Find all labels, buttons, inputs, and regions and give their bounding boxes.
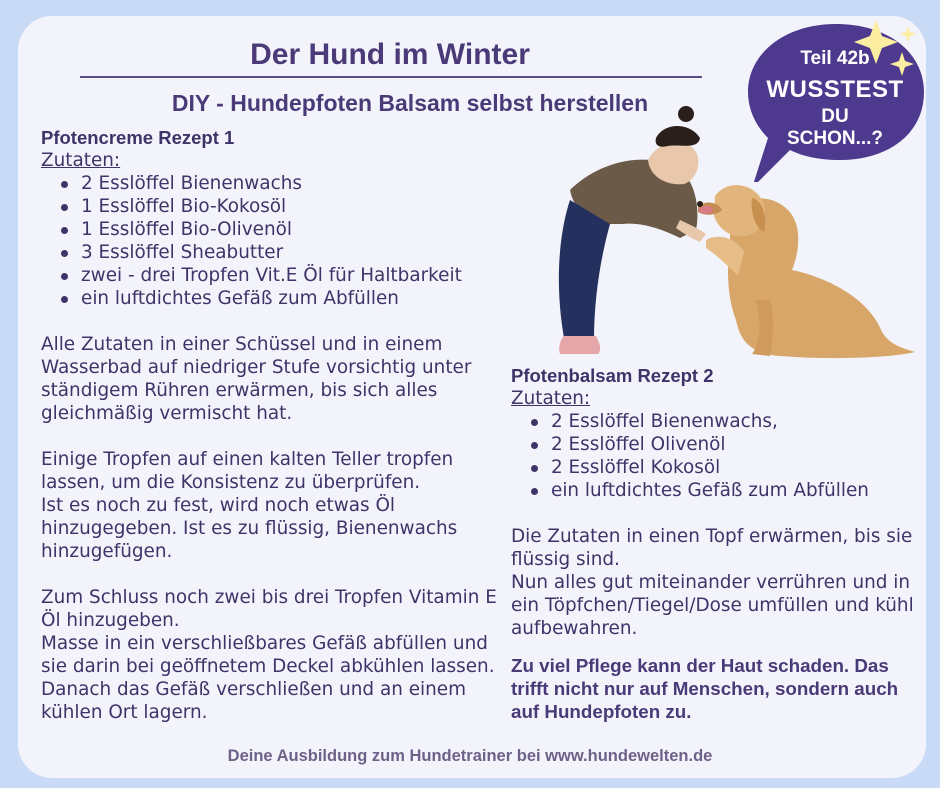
recipe-1-heading: Pfotencreme Rezept 1 [41,127,235,148]
list-item: 1 Esslöffel Bio-Kokosöl [59,195,511,218]
recipe-1-ingredient-list [59,172,511,310]
list-item: 1 Esslöffel Bio-Olivenöl [59,218,511,241]
list-item: 2 Esslöffel Bienenwachs [59,172,511,195]
recipe-2-warning: Zu viel Pflege kann der Haut schaden. Das trifft nicht nur auf Menschen, sondern auch auf Hundepfoten zu. [511,655,899,722]
recipe-1-zutaten-label: Zutaten: [41,150,121,171]
recipe-1-section [41,126,511,724]
list-item: ein luftdichtes Gefäß zum Abfüllen [529,479,931,502]
list-item: 2 Esslöffel Bienenwachs, [529,410,931,433]
recipe-1-paragraph: Einige Tropfen auf einen kalten Teller tropfen lassen, um die Konsistenz zu überprüfen. [41,449,454,493]
recipe-2-paragraph: Nun alles gut miteinander verrühren und in ein Töpfchen/Tiegel/Dose umfüllen und kühl aufbewahren. [511,572,914,639]
list-item: 2 Esslöffel Kokosöl [529,456,931,479]
list-item: ein luftdichtes Gefäß zum Abfüllen [59,287,511,310]
badge-text: SCHON...? [786,128,884,149]
recipe-2-paragraph: Die Zutaten in einen Topf erwärmen, bis sie flüssig sind. [511,526,913,570]
page-title: Der Hund im Winter [250,38,530,71]
badge-part-label: Teil 42b [800,48,870,69]
recipe-2-zutaten-label: Zutaten: [511,388,591,409]
recipe-1-paragraph: Alle Zutaten in einer Schüssel und in einem Wasserbad auf niedriger Stufe vorsichtig unter ständigem Rühren erwärmen, bis sich alles gleichmäßig vermischt hat. [41,334,472,424]
page-subtitle: DIY - Hundepfoten Balsam selbst herstellen [171,90,649,116]
list-item: 2 Esslöffel Olivenöl [529,433,931,456]
recipe-2-heading: Pfotenbalsam Rezept 2 [511,365,714,386]
recipe-1-paragraph: Ist es noch zu fest, wird noch etwas Öl hinzugegeben. Ist es zu flüssig, Bienenwachs hinzugefügen. [41,495,458,562]
woman [559,106,706,354]
list-item: 3 Esslöffel Sheabutter [59,241,511,264]
recipe-2-ingredient-list [529,410,931,502]
title-divider [80,76,702,78]
golden-retriever [697,185,915,358]
recipe-1-paragraph: Masse in ein verschließbares Gefäß abfüllen und sie darin bei geöffnetem Deckel abkühlen lassen. Danach das Gefäß verschließen und an einem kühlen Ort lagern. [41,633,495,723]
list-item: zwei - drei Tropfen Vit.E Öl für Haltbarkeit [59,264,511,287]
recipe-1-paragraph: Zum Schluss noch zwei bis drei Tropfen Vitamin E Öl hinzugeben. [41,587,497,631]
badge-text: DU [821,106,849,127]
sparkle-icon [900,26,916,42]
badge-headline: WUSSTEST [766,76,904,103]
recipe-2-section [511,364,931,723]
footer-credit: Deine Ausbildung zum Hundetrainer bei www.hundewelten.de [227,747,713,765]
